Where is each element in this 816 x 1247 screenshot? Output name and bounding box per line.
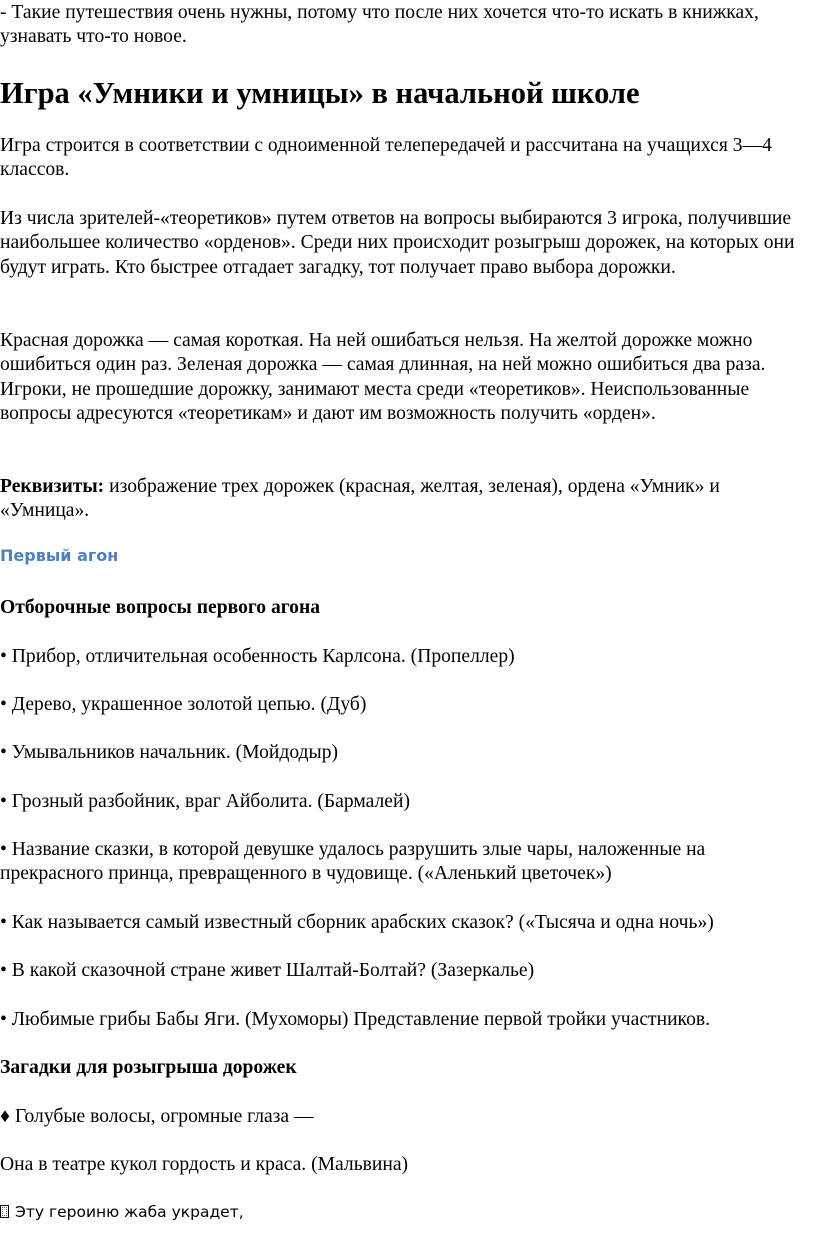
paragraph-tracks-rules: Красная дорожка — самая короткая. На ней ошибаться нельзя. На желтой дорожке можно ошибиться один раз. Зеленая дорожка — самая длинная, на ней можно ошибиться два раза. Игроки, не прошедшие дорожку, занимают места среди «теоретиков». Неиспользованные вопросы адресуются «теоретикам» и дают им возможность получить «орден». — [0, 330, 766, 424]
riddle-line-text: Эту героиню жаба украдет, — [15, 1203, 244, 1221]
missing-glyph-icon — [0, 1205, 9, 1218]
paragraph-game-basis: Игра строится в соответствии с одноименной телепередачей и рассчитана на учащихся 3—4 классов. — [0, 135, 772, 181]
paragraph-props — [0, 475, 806, 524]
question-item: • Любимые грибы Бабы Яги. (Мухоморы) Представление первой тройки участников. — [0, 1009, 711, 1030]
riddle-line: Она в театре кукол гордость и краса. (Мальвина) — [0, 1154, 409, 1175]
riddles-heading: Загадки для розыгрыша дорожек — [0, 1057, 297, 1078]
question-item: • Название сказки, в которой девушке удалось разрушить злые чары, наложенные на прекрасного принца, превращенного в чудовище. («Аленький цветочек») — [0, 839, 706, 885]
paragraph-player-selection: Из числа зрителей-«теоретиков» путем ответов на вопросы выбираются 3 игрока, получившие наибольшее количество «орденов». Среди них происходит розыгрыш дорожек, на которых они будут играть. Кто быстрее отгадает загадку, тот получает право выбора дорожки. — [0, 208, 795, 278]
question-item: • Прибор, отличительная особенность Карлсона. (Пропеллер) — [0, 646, 515, 667]
section-heading-first-round: Первый агон — [0, 546, 119, 565]
riddle-line-sans — [0, 1201, 244, 1223]
question-item: • В какой сказочной стране живет Шалтай-Болтай? (Зазеркалье) — [0, 960, 535, 981]
props-text: изображение трех дорожек (красная, желтая, зеленая), ордена «Умник» и «Умница». — [0, 476, 720, 522]
question-item: • Грозный разбойник, враг Айболита. (Бармалей) — [0, 791, 410, 812]
qualifying-questions-heading: Отборочные вопросы первого агона — [0, 597, 321, 618]
document-title: Игра «Умники и умницы» в начальной школе — [0, 76, 640, 110]
props-label: Реквизиты: — [0, 476, 105, 497]
riddle-line: ♦ Голубые волосы, огромные глаза — — [0, 1106, 314, 1127]
question-item: • Как называется самый известный сборник арабских сказок? («Тысяча и одна ночь») — [0, 912, 714, 933]
question-item: • Умывальников начальник. (Мойдодыр) — [0, 742, 339, 763]
intro-paragraph: - Такие путешествия очень нужны, потому что после них хочется что-то искать в книжках, узнавать что-то новое. — [0, 2, 759, 48]
question-item: • Дерево, украшенное золотой цепью. (Дуб) — [0, 694, 367, 715]
